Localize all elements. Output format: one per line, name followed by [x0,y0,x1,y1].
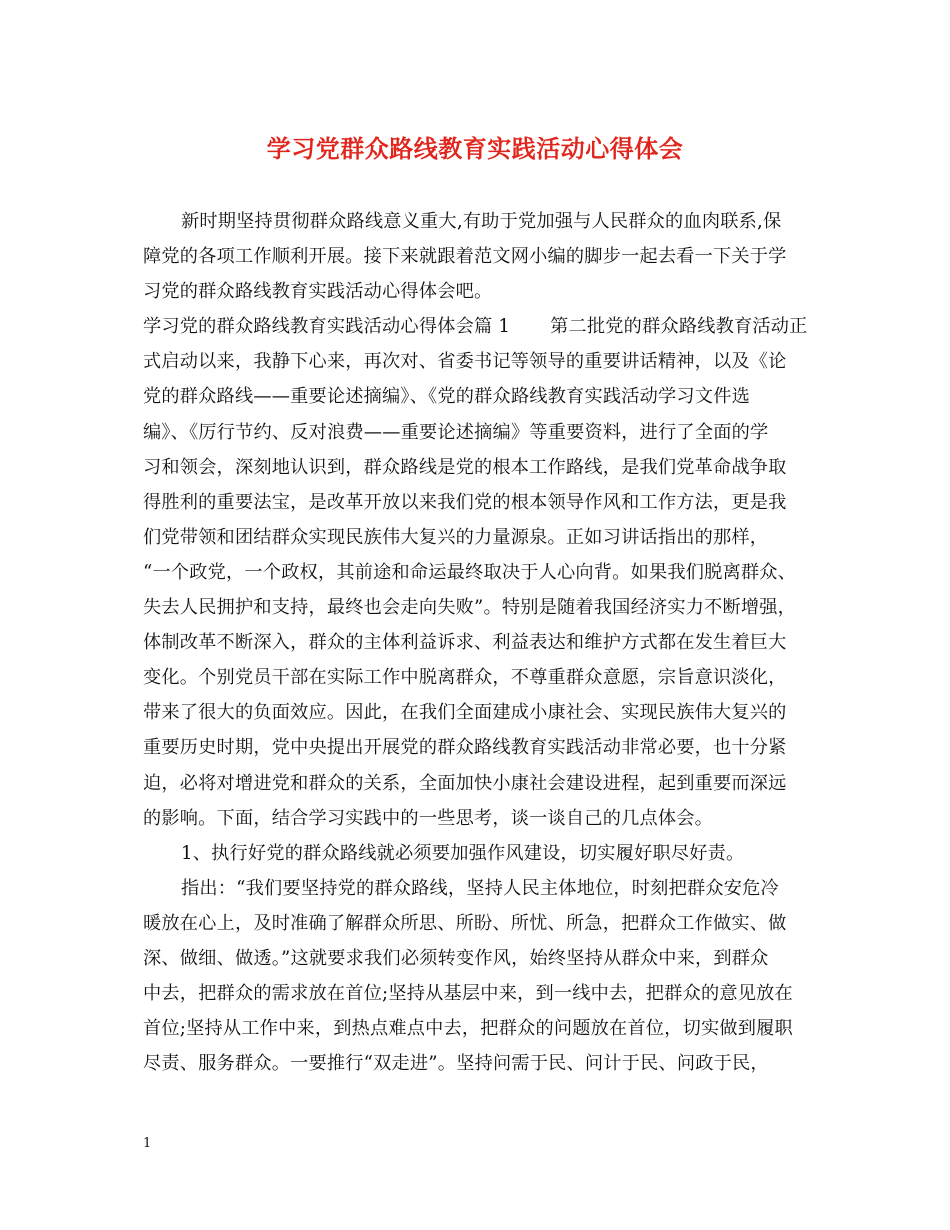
paragraph-line: 新时期坚持贯彻群众路线意义重大,有助于党加强与人民群众的血肉联系,保 [181,211,782,232]
paragraph-line: 迫，必将对增进党和群众的关系，全面加快小康社会建设进程，起到重要而深远 [143,772,787,794]
paragraph-line: 暖放在心上，及时准确了解群众所思、所盼、所忧、所急，把群众工作做实、做 [143,912,787,934]
paragraph-line: 体制改革不断深入，群众的主体利益诉求、利益表达和维护方式都在发生着巨大 [143,632,787,654]
paragraph-line: 深、做细、做透。”这就要求我们必须转变作风，始终坚持从群众中来，到群众 [143,947,769,969]
section-heading-line [143,309,811,344]
paragraph-line: 首位;坚持从工作中来，到热点难点中去，把群众的问题放在首位，切实做到履职 [143,1018,793,1040]
paragraph-line: 得胜利的重要法宝，是改革开放以来我们党的根本领导作风和工作方法，更是我 [143,491,787,513]
paragraph-line: 的影响。下面，结合学习实践中的一些思考，谈一谈自己的几点体会。 [143,807,714,829]
paragraph-line: 指出：“我们要坚持党的群众路线，坚持人民主体地位，时刻把群众安危冷 [181,877,779,899]
paragraph-line: 式启动以来，我静下心来，再次对、省委书记等领导的重要讲话精神，以及《论 [143,351,787,373]
paragraph-line: 失去人民拥护和支持，最终也会走向失败”。特别是随着我国经济实力不断增强， [143,597,797,619]
paragraph-line: “一个政党，一个政权，其前途和命运最终取决于人心向背。如果我们脱离群众、 [143,561,797,583]
paragraph-line: 党的群众路线——重要论述摘编》、《党的群众路线教育实践活动学习文件选 [143,386,750,408]
paragraph-line: 尽责、服务群众。一要推行“双走进”。坚持问需于民、问计于民、问政于民， [143,1053,769,1075]
paragraph-line: 1、执行好党的群众路线就必须要加强作风建设，切实履好职尽好责。 [181,842,745,864]
paragraph-line: 们党带领和团结群众实现民族伟大复兴的力量源泉。正如习讲话指出的那样， [143,526,769,548]
document-body [143,204,811,1081]
section-heading: 学习党的群众路线教育实践活动心得体会篇 1 [143,316,511,338]
paragraph-line: 中去，把群众的需求放在首位;坚持从基层中来，到一线中去，把群众的意见放在 [143,983,793,1005]
paragraph-line: 习和领会，深刻地认识到，群众路线是党的根本工作路线，是我们党革命战争取 [143,456,787,478]
page-number: 1 [143,1136,152,1151]
paragraph-start: 第二批党的群众路线教育活动正 [550,316,808,338]
paragraph-line: 重要历史时期，党中央提出开展党的群众路线教育实践活动非常必要，也十分紧 [143,737,787,759]
paragraph-line: 变化。个别党员干部在实际工作中脱离群众，不尊重群众意愿，宗旨意识淡化， [143,667,787,689]
document-title: 学习党群众路线教育实践活动心得体会 [266,134,684,163]
paragraph-line: 编》、《厉行节约、反对浪费——重要论述摘编》等重要资料，进行了全面的学 [143,421,769,443]
paragraph-line: 习党的群众路线教育实践活动心得体会吧。 [143,281,493,303]
paragraph-line: 带来了很大的负面效应。因此，在我们全面建成小康社会、实现民族伟大复兴的 [143,702,787,724]
paragraph-line: 障党的各项工作顺利开展。接下来就跟着范文网小编的脚步一起去看一下关于学 [143,246,787,268]
